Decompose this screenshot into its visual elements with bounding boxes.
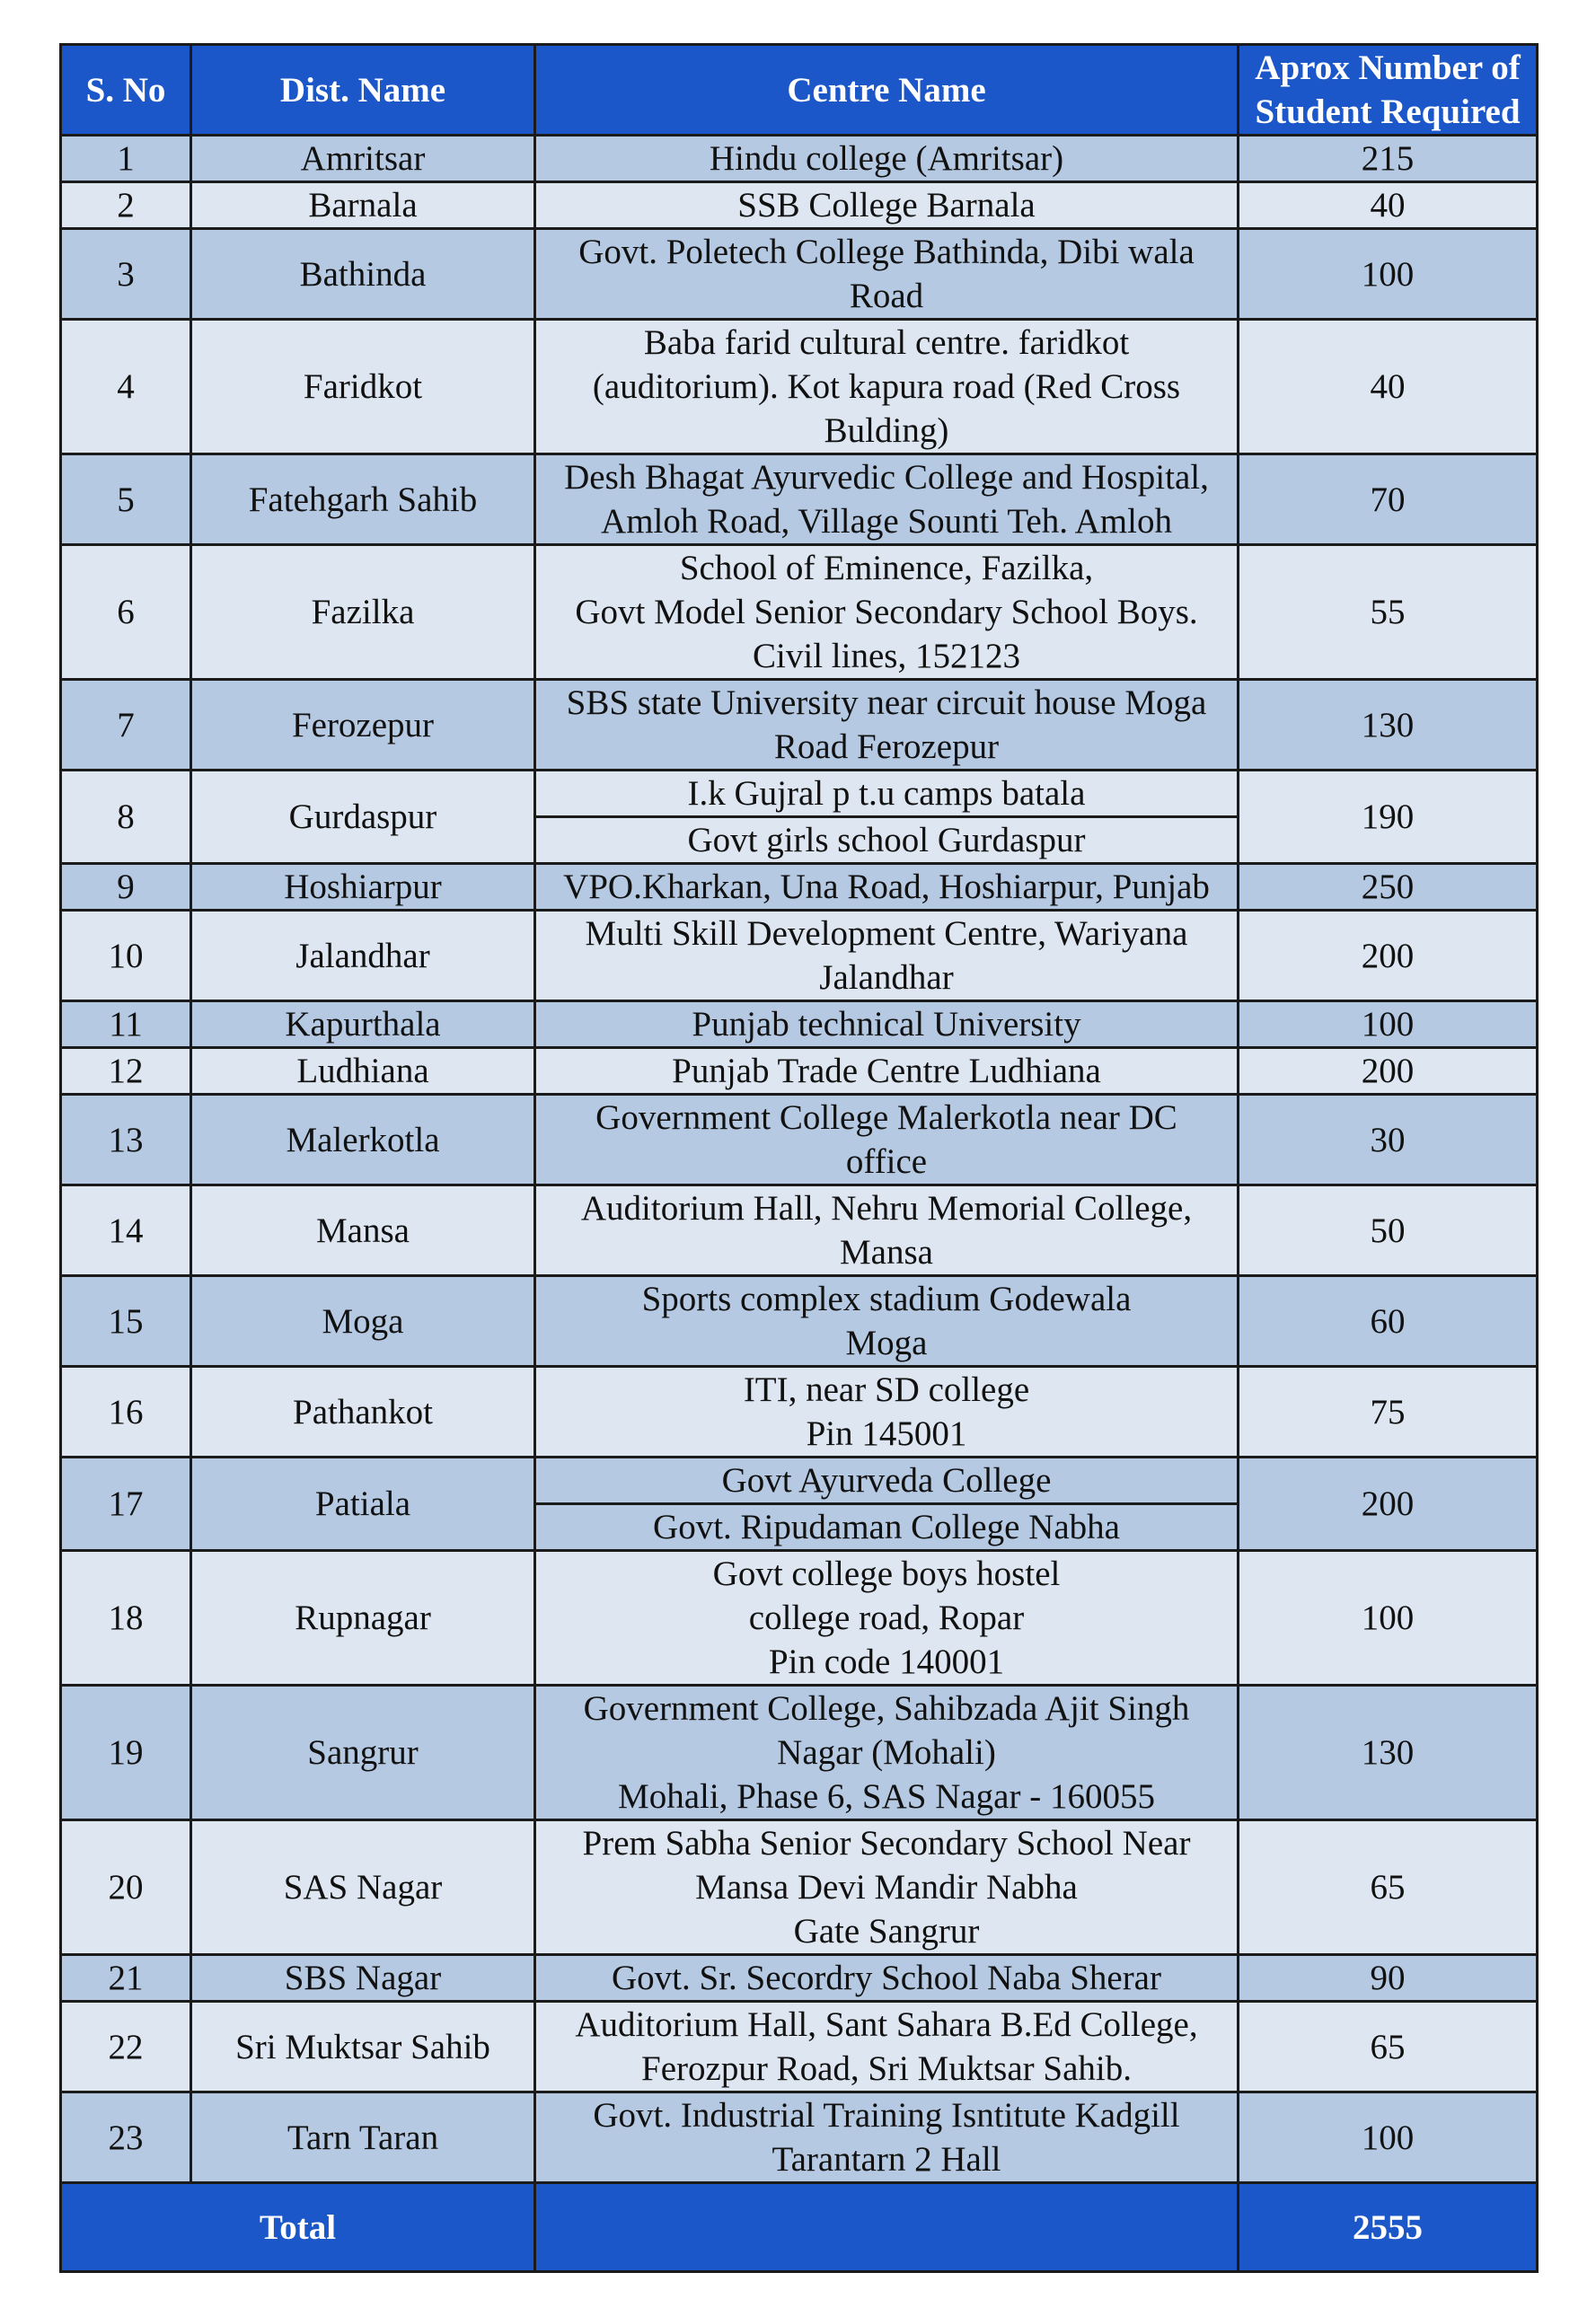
- centre-line: Ferozpur Road, Sri Muktsar Sahib.: [641, 2049, 1132, 2088]
- centre-line: Punjab Trade Centre Ludhiana: [672, 1052, 1101, 1090]
- cell-centre-name: [535, 229, 1239, 320]
- centre-line: Hindu college (Amritsar): [709, 139, 1064, 178]
- centre-line: Baba farid cultural centre. faridkot: [643, 323, 1130, 362]
- cell-dist-name: Moga: [191, 1276, 535, 1367]
- centre-line: Govt Ayurveda College: [721, 1461, 1052, 1500]
- total-label: Total: [61, 2183, 535, 2272]
- cell-student-count: 70: [1239, 454, 1538, 545]
- cell-sno: 6: [61, 545, 191, 680]
- cell-centre-name: [535, 1367, 1239, 1458]
- centre-table: [59, 43, 1539, 2273]
- cell-student-count: 50: [1239, 1185, 1538, 1276]
- centre-entry: [542, 1277, 1231, 1365]
- cell-dist-name: Ferozepur: [191, 680, 535, 771]
- cell-centre-name: [535, 1095, 1239, 1185]
- cell-dist-name: Amritsar: [191, 136, 535, 182]
- cell-centre-name: [535, 1001, 1239, 1048]
- centre-line: college road, Ropar: [748, 1599, 1025, 1637]
- header-student-required-line2: Student Required: [1255, 92, 1521, 131]
- centre-line: Road Ferozepur: [773, 727, 1000, 766]
- centre-entry: [542, 1049, 1231, 1093]
- centre-entry: [542, 183, 1231, 227]
- centre-entry: [542, 321, 1231, 453]
- table-row: [61, 1095, 1538, 1185]
- table-row: [61, 2092, 1538, 2183]
- cell-student-count: 75: [1239, 1367, 1538, 1458]
- cell-dist-name: Fatehgarh Sahib: [191, 454, 535, 545]
- table-row: [61, 545, 1538, 680]
- total-row: [61, 2183, 1538, 2272]
- centre-entry: [536, 771, 1237, 815]
- cell-student-count: 215: [1239, 136, 1538, 182]
- centre-line: Sports complex stadium Godewala: [641, 1280, 1132, 1318]
- centre-entry: [536, 1502, 1237, 1549]
- cell-dist-name: Jalandhar: [191, 911, 535, 1001]
- centre-line: Moga: [845, 1324, 928, 1362]
- centre-line: School of Eminence, Fazilka,: [679, 549, 1094, 587]
- cell-sno: 7: [61, 680, 191, 771]
- cell-sno: 4: [61, 320, 191, 454]
- centre-line: I.k Gujral p t.u camps batala: [687, 774, 1086, 813]
- centre-entry: [542, 912, 1231, 1000]
- cell-student-count: 190: [1239, 771, 1538, 864]
- centre-entry: [542, 455, 1231, 543]
- centre-table-sheet: [59, 43, 1539, 2273]
- table-row: [61, 680, 1538, 771]
- centre-line: Mansa: [840, 1233, 933, 1272]
- table-body: [61, 136, 1538, 2183]
- cell-student-count: 100: [1239, 1001, 1538, 1048]
- cell-centre-name: [535, 680, 1239, 771]
- centre-line: Govt. Ripudaman College Nabha: [653, 1508, 1120, 1546]
- total-empty-cell: [535, 2183, 1239, 2272]
- cell-student-count: 100: [1239, 2092, 1538, 2183]
- cell-dist-name: Hoshiarpur: [191, 864, 535, 911]
- cell-sno: 23: [61, 2092, 191, 2183]
- cell-student-count: 130: [1239, 680, 1538, 771]
- centre-line: SBS state University near circuit house Moga: [566, 683, 1207, 722]
- cell-dist-name: Pathankot: [191, 1367, 535, 1458]
- centre-entry: [542, 1096, 1231, 1184]
- cell-sno: 17: [61, 1458, 191, 1551]
- centre-line: Jalandhar: [819, 958, 954, 997]
- cell-sno: 1: [61, 136, 191, 182]
- centre-line: ITI, near SD college: [743, 1370, 1030, 1409]
- centre-line: Gate Sangrur: [793, 1912, 980, 1951]
- centre-entry: [542, 865, 1231, 909]
- centre-entry: [542, 1956, 1231, 2000]
- cell-dist-name: Bathinda: [191, 229, 535, 320]
- cell-sno: 8: [61, 771, 191, 864]
- centre-line: Govt. Sr. Secordry School Naba Sherar: [612, 1959, 1161, 1997]
- cell-student-count: 200: [1239, 1458, 1538, 1551]
- cell-dist-name: Barnala: [191, 182, 535, 229]
- cell-student-count: 100: [1239, 229, 1538, 320]
- centre-line: Mansa Devi Mandir Nabha: [695, 1868, 1078, 1907]
- centre-line: Mohali, Phase 6, SAS Nagar - 160055: [618, 1777, 1155, 1816]
- centre-line: Tarantarn 2 Hall: [772, 2140, 1001, 2179]
- centre-entry: [536, 1458, 1237, 1502]
- cell-centre-name: [535, 1276, 1239, 1367]
- table-row: [61, 1367, 1538, 1458]
- cell-dist-name: Faridkot: [191, 320, 535, 454]
- cell-dist-name: Tarn Taran: [191, 2092, 535, 2183]
- cell-dist-name: Sri Muktsar Sahib: [191, 2002, 535, 2092]
- cell-student-count: 30: [1239, 1095, 1538, 1185]
- cell-centre-name: [535, 1955, 1239, 2002]
- header-row: [61, 45, 1538, 136]
- table-row: [61, 1458, 1538, 1551]
- table-row: [61, 1001, 1538, 1048]
- cell-centre-name: [535, 864, 1239, 911]
- cell-centre-name: [535, 2092, 1239, 2183]
- cell-sno: 18: [61, 1551, 191, 1686]
- cell-centre-name: [535, 182, 1239, 229]
- cell-student-count: 65: [1239, 1820, 1538, 1955]
- centre-entry: [542, 2003, 1231, 2091]
- table-row: [61, 182, 1538, 229]
- cell-sno: 13: [61, 1095, 191, 1185]
- cell-sno: 14: [61, 1185, 191, 1276]
- centre-line: Amloh Road, Village Sounti Teh. Amloh: [601, 502, 1172, 541]
- cell-student-count: 60: [1239, 1276, 1538, 1367]
- centre-line: Pin 145001: [806, 1414, 967, 1453]
- table-row: [61, 1185, 1538, 1276]
- cell-sno: 20: [61, 1820, 191, 1955]
- cell-dist-name: Mansa: [191, 1185, 535, 1276]
- cell-centre-name: [535, 136, 1239, 182]
- centre-entry: [542, 681, 1231, 769]
- centre-entry: [542, 546, 1231, 678]
- cell-sno: 10: [61, 911, 191, 1001]
- cell-sno: 9: [61, 864, 191, 911]
- cell-student-count: 100: [1239, 1551, 1538, 1686]
- centre-line: SSB College Barnala: [737, 186, 1036, 225]
- centre-line: Auditorium Hall, Sant Sahara B.Ed College,: [575, 2005, 1198, 2044]
- cell-sno: 3: [61, 229, 191, 320]
- cell-sno: 5: [61, 454, 191, 545]
- centre-entry: [542, 1368, 1231, 1456]
- centre-line: office: [845, 1142, 928, 1181]
- header-dist-name: Dist. Name: [191, 45, 535, 136]
- table-row: [61, 771, 1538, 864]
- cell-centre-name: [535, 771, 1239, 864]
- table-row: [61, 454, 1538, 545]
- cell-sno: 22: [61, 2002, 191, 2092]
- cell-centre-name: [535, 1185, 1239, 1276]
- centre-line: Bulding): [824, 411, 949, 450]
- centre-entry: [542, 1002, 1231, 1046]
- total-value: 2555: [1239, 2183, 1538, 2272]
- cell-dist-name: Patiala: [191, 1458, 535, 1551]
- centre-line: Nagar (Mohali): [777, 1733, 996, 1772]
- cell-student-count: 40: [1239, 182, 1538, 229]
- cell-dist-name: Sangrur: [191, 1686, 535, 1820]
- cell-student-count: 130: [1239, 1686, 1538, 1820]
- table-row: [61, 1686, 1538, 1820]
- cell-centre-name: [535, 1820, 1239, 1955]
- cell-student-count: 65: [1239, 2002, 1538, 2092]
- centre-line: Civil lines, 152123: [753, 637, 1020, 675]
- cell-centre-name: [535, 1686, 1239, 1820]
- centre-entry: [542, 230, 1231, 318]
- cell-sno: 16: [61, 1367, 191, 1458]
- cell-student-count: 200: [1239, 911, 1538, 1001]
- centre-line: Auditorium Hall, Nehru Memorial College,: [580, 1189, 1193, 1228]
- cell-dist-name: Fazilka: [191, 545, 535, 680]
- cell-centre-name: [535, 320, 1239, 454]
- centre-entry: [542, 1186, 1231, 1274]
- centre-line: VPO.Kharkan, Una Road, Hoshiarpur, Punjab: [563, 868, 1210, 906]
- centre-line: Punjab technical University: [692, 1005, 1081, 1044]
- centre-entry: [536, 815, 1237, 862]
- cell-dist-name: Malerkotla: [191, 1095, 535, 1185]
- cell-centre-name: [535, 1551, 1239, 1686]
- cell-dist-name: Gurdaspur: [191, 771, 535, 864]
- cell-centre-name: [535, 545, 1239, 680]
- cell-sno: 2: [61, 182, 191, 229]
- centre-line: Government College Malerkotla near DC: [595, 1098, 1177, 1137]
- centre-entry: [542, 1552, 1231, 1684]
- centre-line: (auditorium). Kot kapura road (Red Cross: [592, 367, 1181, 406]
- table-row: [61, 1048, 1538, 1095]
- centre-entry: [542, 1687, 1231, 1819]
- table-row: [61, 1276, 1538, 1367]
- cell-sno: 21: [61, 1955, 191, 2002]
- table-row: [61, 136, 1538, 182]
- table-row: [61, 2002, 1538, 2092]
- table-row: [61, 229, 1538, 320]
- centre-entry: [542, 1821, 1231, 1953]
- cell-student-count: 250: [1239, 864, 1538, 911]
- cell-student-count: 40: [1239, 320, 1538, 454]
- centre-entry: [542, 137, 1231, 181]
- centre-line: Govt college boys hostel: [712, 1555, 1061, 1593]
- table-row: [61, 1551, 1538, 1686]
- cell-centre-name: [535, 1458, 1239, 1551]
- centre-line: Government College, Sahibzada Ajit Singh: [583, 1689, 1190, 1728]
- table-row: [61, 1955, 1538, 2002]
- cell-centre-name: [535, 454, 1239, 545]
- centre-line: Govt Model Senior Secondary School Boys.: [575, 593, 1198, 631]
- table-row: [61, 911, 1538, 1001]
- centre-entry: [542, 2093, 1231, 2181]
- centre-line: Govt. Industrial Training Isntitute Kadgill: [593, 2096, 1180, 2135]
- header-sno: S. No: [61, 45, 191, 136]
- centre-line: Govt girls school Gurdaspur: [687, 821, 1086, 859]
- cell-dist-name: SAS Nagar: [191, 1820, 535, 1955]
- cell-sno: 12: [61, 1048, 191, 1095]
- cell-sno: 11: [61, 1001, 191, 1048]
- cell-sno: 19: [61, 1686, 191, 1820]
- cell-centre-name: [535, 911, 1239, 1001]
- header-centre-name: Centre Name: [535, 45, 1239, 136]
- table-row: [61, 864, 1538, 911]
- cell-dist-name: Kapurthala: [191, 1001, 535, 1048]
- header-student-required-line1: Aprox Number of: [1255, 48, 1521, 87]
- cell-dist-name: Rupnagar: [191, 1551, 535, 1686]
- cell-dist-name: Ludhiana: [191, 1048, 535, 1095]
- cell-student-count: 200: [1239, 1048, 1538, 1095]
- centre-line: Desh Bhagat Ayurvedic College and Hospital,: [564, 458, 1209, 497]
- centre-line: Multi Skill Development Centre, Wariyana: [585, 914, 1188, 953]
- cell-student-count: 90: [1239, 1955, 1538, 2002]
- header-student-required: [1239, 45, 1538, 136]
- cell-centre-name: [535, 1048, 1239, 1095]
- centre-line: Prem Sabha Senior Secondary School Near: [582, 1824, 1191, 1863]
- table-row: [61, 1820, 1538, 1955]
- cell-student-count: 55: [1239, 545, 1538, 680]
- centre-line: Road: [849, 277, 924, 315]
- cell-dist-name: SBS Nagar: [191, 1955, 535, 2002]
- cell-centre-name: [535, 2002, 1239, 2092]
- centre-line: Govt. Poletech College Bathinda, Dibi wala: [578, 233, 1195, 271]
- centre-line: Pin code 140001: [768, 1643, 1005, 1681]
- cell-sno: 15: [61, 1276, 191, 1367]
- table-row: [61, 320, 1538, 454]
